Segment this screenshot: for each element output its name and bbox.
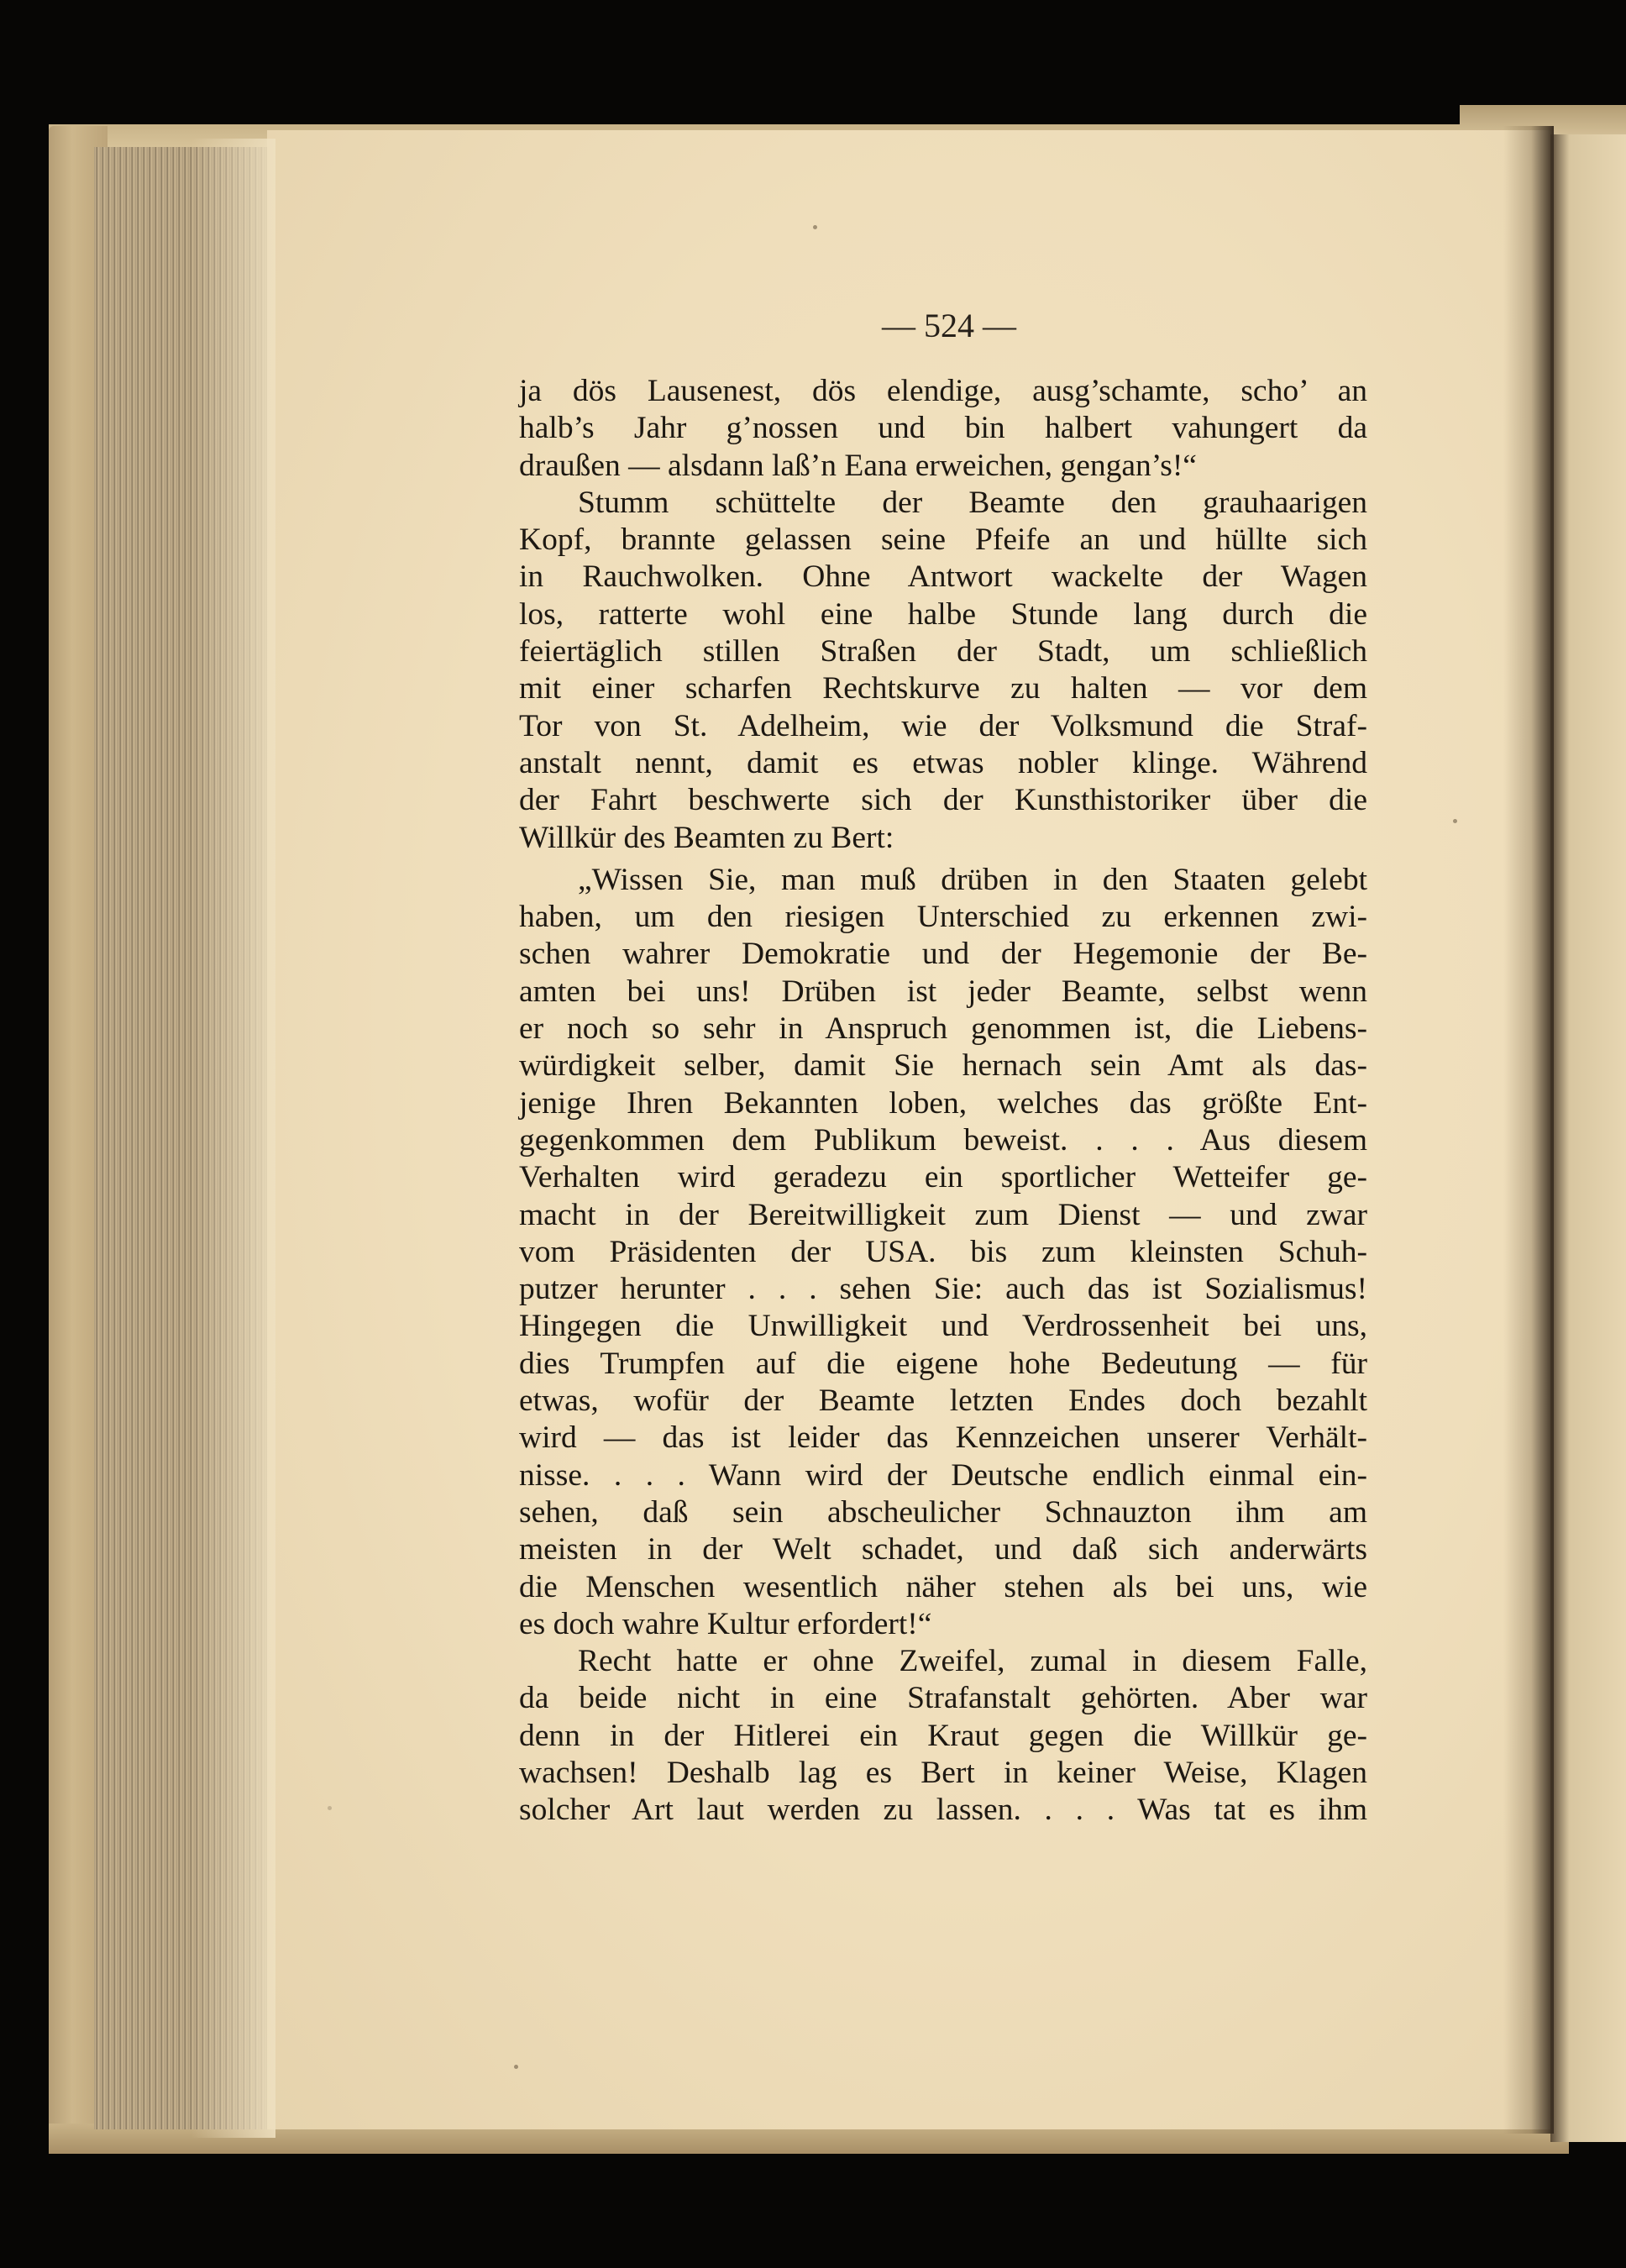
text-line: vom Präsidenten der USA. bis zum kleinsten Schuh- — [519, 1234, 1367, 1269]
text-line: dies Trumpfen auf die eigene hohe Bedeutung — für — [519, 1346, 1367, 1381]
text-line: etwas, wofür der Beamte letzten Endes doch bezahlt — [519, 1383, 1367, 1419]
text-line: Stumm schüttelte der Beamte den grauhaarigen — [578, 485, 1367, 520]
text-line: da beide nicht in eine Strafanstalt gehörten. Aber war — [519, 1681, 1367, 1716]
text-line: draußen — alsdann laß’n Eana erweichen, gengan’s!“ — [519, 448, 1197, 483]
text-line: macht in der Bereitwilligkeit zum Dienst — und zwar — [519, 1197, 1367, 1232]
facing-page — [1550, 134, 1626, 2142]
text-line: gegenkommen dem Publikum beweist. . . . Aus diesem — [519, 1122, 1367, 1158]
text-line: wird — das ist leider das Kennzeichen unserer Verhält- — [519, 1420, 1367, 1456]
text-line: „Wissen Sie, man muß drüben in den Staaten gelebt — [578, 862, 1367, 897]
text-line: Recht hatte er ohne Zweifel, zumal in diesem Falle, — [578, 1644, 1367, 1679]
page-edge-shading — [191, 139, 275, 2138]
text-line: halb’s Jahr g’nossen und bin halbert vahungert da — [519, 411, 1367, 446]
page-gutter — [1503, 126, 1554, 2134]
text-line: mit einer scharfen Rechtskurve zu halten — vor dem — [519, 671, 1367, 706]
text-line: denn in der Hitlerei ein Kraut gegen die Willkür ge- — [519, 1718, 1367, 1753]
text-line: feiertäglich stillen Straßen der Stadt, um schließlich — [519, 634, 1367, 669]
text-line: putzer herunter . . . sehen Sie: auch das ist Sozialismus! — [519, 1272, 1367, 1307]
text-line: die Menschen wesentlich näher stehen als bei uns, wie — [519, 1569, 1367, 1604]
text-line: würdigkeit selber, damit Sie hernach sein Amt als das- — [519, 1048, 1367, 1084]
text-line: wachsen! Deshalb lag es Bert in keiner Weise, Klagen — [519, 1755, 1367, 1790]
text-line: sehen, daß sein abscheulicher Schnauzton ihm am — [519, 1494, 1367, 1530]
text-line: haben, um den riesigen Unterschied zu erkennen zwi- — [519, 900, 1367, 935]
paper-speck — [813, 225, 817, 229]
text-line: los, ratterte wohl eine halbe Stunde lang durch die — [519, 596, 1367, 632]
text-line: jenige Ihren Bekannten loben, welches das größte Ent- — [519, 1085, 1367, 1121]
text-line: Tor von St. Adelheim, wie der Volksmund die Straf- — [519, 708, 1367, 743]
text-line: schen wahrer Demokratie und der Hegemonie der Be- — [519, 937, 1367, 972]
text-line: Verhalten wird geradezu ein sportlicher Wetteifer ge- — [519, 1160, 1367, 1195]
paper-speck — [328, 1806, 332, 1810]
text-line: in Rauchwolken. Ohne Antwort wackelte der Wagen — [519, 559, 1367, 595]
page-number: — 524 — — [882, 307, 1016, 344]
text-line: Hingegen die Unwilligkeit und Verdrossenheit bei uns, — [519, 1309, 1367, 1344]
text-line: ja dös Lausenest, dös elendige, ausg’schamte, scho’ an — [519, 374, 1367, 408]
text-line: meisten in der Welt schadet, und daß sich anderwärts — [519, 1532, 1367, 1567]
text-line: Kopf, brannte gelassen seine Pfeife an und hüllte sich — [519, 522, 1367, 558]
text-line: solcher Art laut werden zu lassen. . . . Was tat es ihm — [519, 1793, 1367, 1828]
text-line: nisse. . . . Wann wird der Deutsche endlich einmal ein- — [519, 1457, 1367, 1493]
text-line: er noch so sehr in Anspruch genommen ist, die Liebens- — [519, 1011, 1367, 1047]
text-line: anstalt nennt, damit es etwas nobler klinge. Während — [519, 745, 1367, 780]
text-line: amten bei uns! Drüben ist jeder Beamte, selbst wenn — [519, 974, 1367, 1009]
text-line: der Fahrt beschwerte sich der Kunsthistoriker über die — [519, 783, 1367, 818]
paper-speck — [1453, 819, 1457, 823]
text-line: Willkür des Beamten zu Bert: — [519, 820, 894, 855]
paper-speck — [514, 2065, 518, 2069]
text-line: es doch wahre Kultur erfordert!“ — [519, 1606, 932, 1641]
body-text — [519, 373, 1367, 1830]
